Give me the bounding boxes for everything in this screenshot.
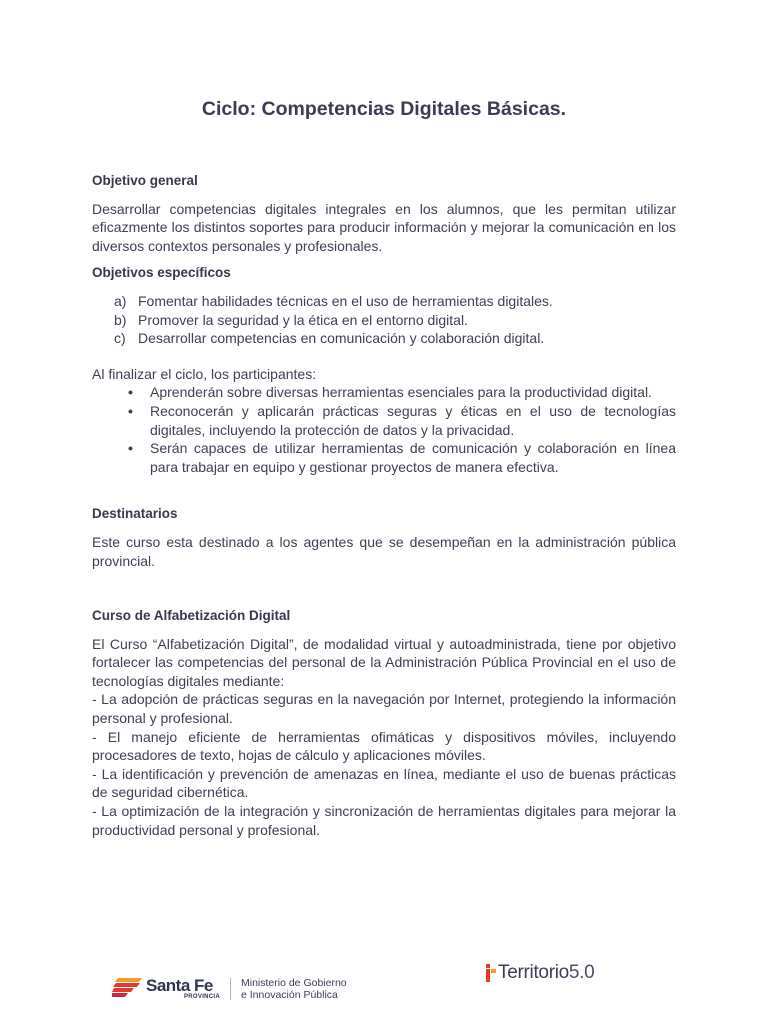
curso-item: - La adopción de prácticas seguras en la navegación por Internet, protegiendo la información personal y profesional. [92, 691, 676, 727]
curso-item: - La optimización de la integración y sincronización de herramientas digitales para mejorar la productividad personal y profesional. [92, 803, 676, 838]
ministry-name [241, 978, 347, 1001]
ministry-line-1: Ministerio de Gobierno [241, 977, 347, 989]
bullet-item [92, 439, 676, 476]
curso-heading: Curso de Alfabetización Digital [92, 608, 291, 624]
list-marker: b) [114, 311, 127, 328]
territorio-version: 5.0 [568, 962, 595, 983]
bullet-item-text: Serán capaces de utilizar herramientas de comunicación y colaboración en línea para trabajar en equipo y gestionar proyectos de manera efectiva. [150, 440, 676, 475]
bullet-item-text: Aprenderán sobre diversas herramientas esenciales para la productividad digital. [150, 384, 652, 401]
list-item [92, 329, 676, 348]
territorio-mark-icon [485, 964, 497, 982]
santa-fe-name: Santa Fe [146, 976, 213, 995]
destinatarios-heading: Destinatarios [92, 506, 178, 522]
santa-fe-logo [112, 976, 222, 1002]
list-item [92, 311, 676, 330]
curso-item: - El manejo eficiente de herramientas ofimáticas y dispositivos móviles, incluyendo procesadores de texto, hojas de cálculo y aplicaciones móviles. [92, 728, 676, 764]
ministry-line-2: e Innovación Pública [241, 988, 338, 1001]
objetivo-general-text: Desarrollar competencias digitales integrales en los alumnos, que les permitan utilizar eficazmente los distintos soportes para producir información y mejorar la comunicación en los diversos contextos personales y profesionales. [92, 200, 676, 254]
bullet-item [92, 383, 676, 402]
participantes-list [92, 383, 676, 476]
page-title: Ciclo: Competencias Digitales Básicas. [201, 98, 567, 120]
curso-item: - La identificación y prevención de amenazas en línea, mediante el uso de buenas prácticas de seguridad cibernética. [92, 765, 676, 801]
list-item-text: Desarrollar competencias en comunicación y colaboración digital. [138, 330, 545, 347]
territorio-name [498, 962, 594, 984]
bullet-item [92, 402, 676, 439]
list-marker: a) [114, 292, 127, 309]
participantes-intro: Al finalizar el ciclo, los participantes: [92, 365, 317, 382]
list-item [92, 292, 676, 311]
list-item-text: Fomentar habilidades técnicas en el uso de herramientas digitales. [138, 292, 553, 309]
document-body [92, 172, 676, 848]
objetivos-especificos-list [92, 292, 676, 348]
territorio-word: Territorio [498, 962, 569, 983]
footer-divider [230, 978, 231, 1000]
bullet-item-text: Reconocerán y aplicarán prácticas seguras y éticas en el uso de tecnologías digitales, incluyendo la protección de datos y la privacidad. [150, 402, 676, 438]
curso-intro: El Curso “Alfabetización Digital”, de modalidad virtual y autoadministrada, tiene por objetivo fortalecer las competencias del personal de la Administración Pública Provincial en el uso de tecnologías digitales mediante: [92, 635, 676, 689]
bullet-icon: • [128, 384, 133, 401]
bullet-icon: • [128, 402, 133, 419]
santa-fe-mark-icon [112, 978, 144, 998]
curso-body [92, 635, 676, 840]
list-marker: c) [114, 330, 126, 347]
bullet-icon: • [128, 440, 133, 457]
objetivo-general-heading: Objetivo general [92, 173, 198, 188]
destinatarios-text: Este curso esta destinado a los agentes que se desempeñan en la administración pública provincial. [92, 533, 676, 569]
objetivos-especificos-heading: Objetivos específicos [92, 265, 231, 281]
santa-fe-sub: PROVINCIA [184, 994, 221, 1000]
list-item-text: Promover la seguridad y la ética en el entorno digital. [138, 311, 468, 328]
